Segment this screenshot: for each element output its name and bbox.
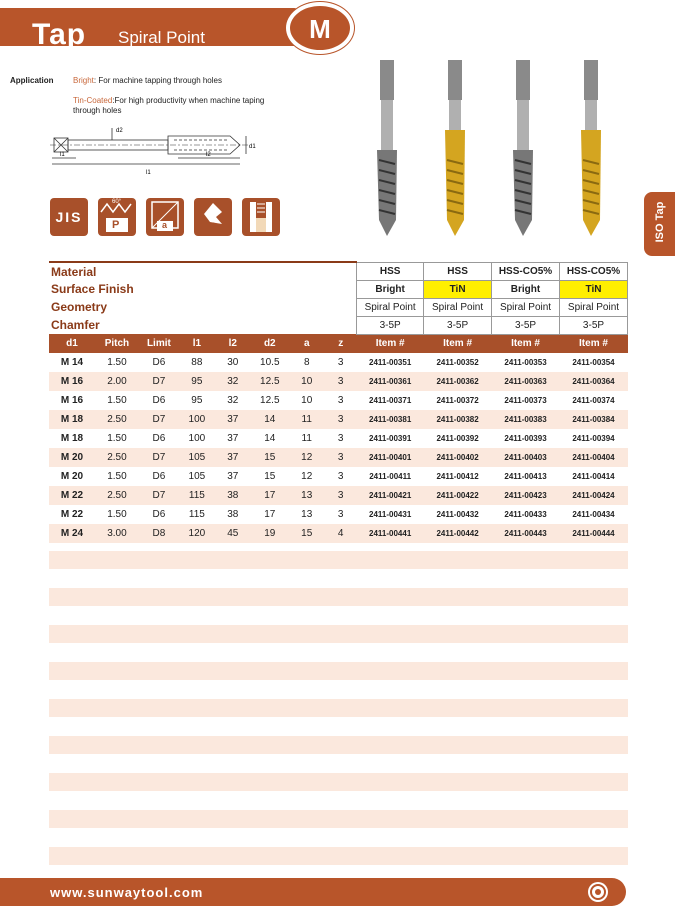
bright-key: Bright — [73, 76, 94, 85]
column-header: l1 — [179, 334, 215, 353]
table-cell: 15 — [251, 448, 289, 467]
p-label: P — [112, 219, 120, 231]
table-cell: 38 — [227, 509, 239, 520]
table-cell: D7 — [139, 486, 179, 505]
property-row — [49, 280, 628, 298]
table-cell: 15 — [264, 471, 276, 482]
item-number-cell: 2411-00372 — [436, 396, 479, 405]
item-number-cell: 2411-00392 — [436, 434, 479, 443]
empty-stripe — [49, 588, 628, 606]
table-row — [49, 410, 628, 429]
thread-type-badge — [286, 2, 354, 54]
table-cell: M 20 — [60, 471, 84, 482]
property-value: HSS-CO5% — [492, 262, 560, 280]
tap-product-images — [368, 60, 638, 246]
item-number-cell: 2411-00354 — [572, 358, 615, 367]
table-cell: 105 — [179, 448, 215, 467]
column-header: Item # — [559, 334, 627, 353]
item-number-cell: 2411-00353 — [504, 358, 547, 367]
item-number-cell: 2411-00383 — [492, 410, 560, 429]
z-label: Z — [208, 221, 215, 233]
side-tab-label: ISO Tap — [654, 201, 666, 243]
table-row — [49, 429, 628, 448]
item-number-cell: 2411-00371 — [369, 396, 412, 405]
table-cell: D7 — [139, 372, 179, 391]
table-row — [49, 524, 628, 543]
property-label: Chamfer — [51, 318, 100, 332]
column-header: Item # — [492, 334, 560, 353]
table-cell: 95 — [179, 372, 215, 391]
item-number-cell: 2411-00404 — [559, 448, 627, 467]
empty-stripe — [49, 551, 628, 569]
application-bright — [73, 76, 293, 86]
column-header: d2 — [251, 334, 289, 353]
table-cell: 19 — [251, 524, 289, 543]
empty-stripe — [49, 810, 628, 828]
table-cell: 1.50 — [107, 357, 127, 368]
item-number-cell: 2411-00424 — [559, 486, 627, 505]
table-cell: 1.50 — [107, 433, 127, 444]
table-cell: 3 — [325, 410, 357, 429]
a-square-icon — [146, 198, 184, 236]
empty-stripe — [49, 736, 628, 754]
table-cell: M 18 — [60, 433, 84, 444]
table-cell: 32 — [227, 395, 239, 406]
tin-text: :For high productivity when machine taping through holes — [73, 96, 265, 115]
column-header: l2 — [215, 334, 251, 353]
property-value: Spiral Point — [492, 298, 560, 316]
table-cell: 10.5 — [260, 357, 280, 368]
tap-image-tin-co — [581, 60, 601, 236]
table-cell: 12.5 — [251, 372, 289, 391]
tap-image-bright-hss — [377, 60, 397, 236]
item-number-cell: 2411-00402 — [424, 448, 492, 467]
item-number-cell: 2411-00374 — [572, 396, 615, 405]
dim-d2-label: d2 — [116, 128, 123, 134]
table-cell: 37 — [227, 471, 239, 482]
dim-d1-label: d1 — [249, 144, 256, 150]
item-number-cell: 2411-00362 — [424, 372, 492, 391]
table-cell: 12 — [289, 448, 325, 467]
table-cell: 13 — [289, 486, 325, 505]
table-cell: 1.50 — [107, 395, 127, 406]
property-value: TiN — [559, 280, 627, 298]
table-cell: 115 — [179, 486, 215, 505]
item-number-cell: 2411-00433 — [504, 510, 547, 519]
table-cell: 10 — [289, 372, 325, 391]
item-number-cell: 2411-00401 — [357, 448, 424, 467]
application-tin — [73, 96, 273, 116]
table-cell: 100 — [188, 433, 206, 444]
footer-url[interactable]: www.sunwaytool.com — [50, 885, 204, 900]
footer-bar — [0, 878, 626, 906]
table-cell: M 22 — [60, 509, 84, 520]
table-row — [49, 372, 628, 391]
application-label: Application — [10, 76, 54, 85]
spec-table — [49, 261, 628, 543]
table-cell: 88 — [191, 357, 203, 368]
property-row — [49, 298, 628, 316]
thread-angle-icon — [98, 198, 136, 236]
table-cell: D6 — [152, 433, 166, 444]
table-cell: 3 — [325, 448, 357, 467]
jis-icon: JIS — [50, 198, 88, 236]
table-cell: 120 — [179, 524, 215, 543]
thread-angle-label: 60° — [112, 199, 122, 205]
item-number-cell: 2411-00391 — [369, 434, 412, 443]
table-cell: 3 — [337, 509, 344, 520]
item-number-cell: 2411-00423 — [492, 486, 560, 505]
table-cell: M 22 — [49, 486, 95, 505]
table-row — [49, 505, 628, 524]
tap-dimension-drawing — [50, 122, 260, 184]
table-cell: 105 — [188, 471, 206, 482]
item-number-cell: 2411-00411 — [369, 472, 412, 481]
table-cell: 3 — [337, 471, 344, 482]
z-flute-icon — [194, 198, 232, 236]
item-number-cell: 2411-00351 — [369, 358, 412, 367]
tap-image-tin-hss — [445, 60, 465, 236]
property-value: 3-5P — [424, 316, 492, 334]
item-number-cell: 2411-00442 — [424, 524, 492, 543]
item-number-cell: 2411-00403 — [492, 448, 560, 467]
table-cell: 8 — [303, 357, 310, 368]
page-footer — [0, 878, 675, 906]
table-cell: 3 — [325, 372, 357, 391]
item-number-cell: 2411-00444 — [559, 524, 627, 543]
table-cell: 37 — [227, 433, 239, 444]
property-row — [49, 262, 628, 280]
table-cell: 95 — [191, 395, 203, 406]
tin-key: Tin-Coated — [73, 96, 113, 105]
table-cell: 30 — [227, 357, 239, 368]
dim-l2-label: l2 — [206, 152, 211, 158]
item-number-cell: 2411-00382 — [424, 410, 492, 429]
table-cell: 3 — [337, 433, 344, 444]
empty-stripe — [49, 847, 628, 865]
table-cell: D8 — [139, 524, 179, 543]
spec-icons — [50, 198, 290, 238]
item-number-cell: 2411-00431 — [369, 510, 412, 519]
property-value: 3-5P — [492, 316, 560, 334]
column-header: a — [289, 334, 325, 353]
empty-stripe — [49, 773, 628, 791]
table-cell: M 14 — [60, 357, 84, 368]
table-cell: M 24 — [49, 524, 95, 543]
table-cell: 2.50 — [95, 486, 139, 505]
item-number-cell: 2411-00384 — [559, 410, 627, 429]
column-header: d1 — [49, 334, 95, 353]
table-cell: 1.50 — [107, 509, 127, 520]
table-row — [49, 391, 628, 410]
table-cell: 4 — [325, 524, 357, 543]
item-number-cell: 2411-00432 — [436, 510, 479, 519]
page-header — [0, 0, 675, 52]
table-cell: 3.00 — [95, 524, 139, 543]
page-title: Tap — [32, 18, 87, 51]
property-value: TiN — [424, 280, 492, 298]
tap-image-bright-co — [513, 60, 533, 236]
property-value: HSS — [424, 262, 492, 280]
table-cell: D7 — [139, 448, 179, 467]
table-cell: D6 — [152, 395, 166, 406]
item-number-cell: 2411-00434 — [572, 510, 615, 519]
table-cell: D7 — [139, 410, 179, 429]
item-number-cell: 2411-00381 — [357, 410, 424, 429]
table-cell: M 18 — [49, 410, 95, 429]
table-cell: 3 — [337, 395, 344, 406]
item-number-cell: 2411-00421 — [357, 486, 424, 505]
table-cell: 100 — [179, 410, 215, 429]
table-cell: 2.00 — [95, 372, 139, 391]
column-header: Item # — [357, 334, 424, 353]
thread-type-letter: M — [309, 14, 331, 44]
column-header-row — [49, 334, 628, 353]
table-cell: 13 — [301, 509, 313, 520]
header-bar — [0, 8, 300, 51]
column-header: Item # — [424, 334, 492, 353]
item-number-cell: 2411-00352 — [436, 358, 479, 367]
property-value: HSS — [357, 262, 424, 280]
item-number-cell: 2411-00443 — [492, 524, 560, 543]
item-number-cell: 2411-00393 — [504, 434, 547, 443]
property-label: Material — [49, 262, 357, 280]
table-cell: 1.50 — [107, 471, 127, 482]
table-cell: 11 — [289, 410, 325, 429]
property-value: 3-5P — [357, 316, 424, 334]
item-number-cell: 2411-00373 — [504, 396, 547, 405]
a-label: a — [162, 220, 168, 230]
page-subtitle: Spiral Point — [118, 28, 205, 47]
item-number-cell: 2411-00363 — [492, 372, 560, 391]
table-cell: 17 — [251, 486, 289, 505]
table-cell: M 16 — [60, 395, 84, 406]
table-row — [49, 448, 628, 467]
table-cell: 115 — [188, 509, 205, 520]
property-label: Geometry — [51, 300, 108, 314]
table-cell: 15 — [289, 524, 325, 543]
table-cell: 12.5 — [260, 395, 280, 406]
column-header: Limit — [139, 334, 179, 353]
table-row — [49, 353, 628, 372]
item-number-cell: 2411-00414 — [572, 472, 615, 481]
property-value: 3-5P — [559, 316, 627, 334]
iso-tap-side-tab — [644, 192, 675, 256]
bright-text: : For machine tapping through holes — [93, 76, 222, 85]
empty-stripe — [49, 625, 628, 643]
empty-stripe — [49, 699, 628, 717]
table-cell: M 20 — [49, 448, 95, 467]
table-row — [49, 486, 628, 505]
table-cell: D6 — [152, 509, 166, 520]
table-cell: 38 — [215, 486, 251, 505]
item-number-cell: 2411-00412 — [436, 472, 479, 481]
table-cell: 14 — [251, 410, 289, 429]
dim-l1-label: l1 — [60, 152, 65, 158]
table-cell: 3 — [325, 486, 357, 505]
table-cell: D6 — [152, 357, 166, 368]
table-cell: 3 — [337, 357, 344, 368]
item-number-cell: 2411-00361 — [357, 372, 424, 391]
empty-stripe — [49, 662, 628, 680]
table-row — [49, 467, 628, 486]
table-cell: 2.50 — [95, 410, 139, 429]
table-cell: 17 — [264, 509, 276, 520]
item-number-cell: 2411-00394 — [572, 434, 615, 443]
table-cell: D6 — [152, 471, 166, 482]
table-cell: 45 — [215, 524, 251, 543]
table-cell: 10 — [301, 395, 313, 406]
item-number-cell: 2411-00413 — [504, 472, 547, 481]
property-value: Spiral Point — [357, 298, 424, 316]
column-header: Pitch — [95, 334, 139, 353]
item-number-cell: 2411-00364 — [559, 372, 627, 391]
table-cell: 12 — [301, 471, 313, 482]
table-cell: 32 — [215, 372, 251, 391]
dim-l-label: l1 — [146, 170, 151, 176]
property-label: Surface Finish — [51, 282, 134, 296]
property-value: Bright — [357, 280, 424, 298]
table-cell: 11 — [301, 433, 312, 444]
property-value: HSS-CO5% — [559, 262, 627, 280]
table-cell: M 16 — [49, 372, 95, 391]
column-header: z — [325, 334, 357, 353]
item-number-cell: 2411-00422 — [424, 486, 492, 505]
item-number-cell: 2411-00441 — [357, 524, 424, 543]
table-cell: 14 — [264, 433, 276, 444]
table-cell: 37 — [215, 448, 251, 467]
table-cell: 2.50 — [95, 448, 139, 467]
brand-logo-icon — [588, 882, 608, 902]
through-hole-icon — [242, 198, 280, 236]
table-cell: 37 — [215, 410, 251, 429]
property-value: Spiral Point — [559, 298, 627, 316]
property-value: Bright — [492, 280, 560, 298]
property-value: Spiral Point — [424, 298, 492, 316]
property-row — [49, 316, 628, 334]
